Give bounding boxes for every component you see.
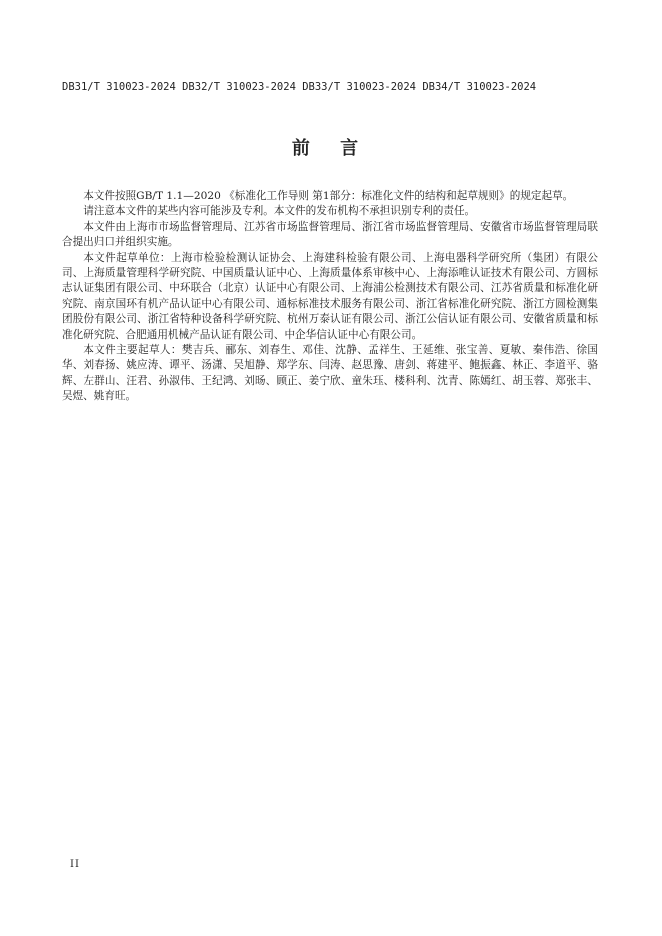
document-header-standard-numbers: DB31/T 310023-2024 DB32/T 310023-2024 DB33/T 310023-2024 DB34/T 310023-2024 — [62, 81, 537, 93]
page-title: 前 言 — [291, 138, 371, 159]
paragraph-main-drafters: 本文件主要起草人：樊吉兵、郦东、刘春生、邓佳、沈静、孟祥生、王延维、张宝善、夏敏、秦伟浩、徐国华、刘春扬、姚应涛、谭平、汤潇、吴旭静、郑学东、闫涛、赵思豫、唐剑、蒋建平、鲍振鑫、林正、李道平、骆辉、左群山、汪君、孙淑伟、王纪鸿、刘旸、顾正、姜宁欣、童朱珏、楼科利、沈青、陈嫣红、胡玉蓉、郑张丰、吴煜、姚育旺。 — [62, 344, 598, 403]
foreword-body — [62, 189, 598, 405]
paragraph-patent-notice: 请注意本文件的某些内容可能涉及专利。本文件的发布机构不承担识别专利的责任。 — [83, 205, 476, 218]
paragraph-drafting-rules: 本文件按照GB/T 1.1—2020 《标准化工作导则 第1部分：标准化文件的结构和起草规则》的规定起草。 — [83, 190, 574, 202]
paragraph-proposing-authority: 本文件由上海市市场监督管理局、江苏省市场监督管理局、浙江省市场监督管理局、安徽省市场监督管理局联合提出归口并组织实施。 — [62, 220, 598, 249]
page-number: II — [70, 859, 80, 870]
paragraph-drafting-organizations: 本文件起草单位：上海市检验检测认证协会、上海建科检验有限公司、上海电器科学研究所（集团）有限公司、上海质量管理科学研究院、中国质量认证中心、上海质量体系审核中心、上海添唯认证技术有限公司、方圆标志认证集团有限公司、中环联合（北京）认证中心有限公司、上海浦公检测技术有限公司、江苏省质量和标准化研究院、南京国环有机产品认证中心有限公司、通标标准技术服务有限公司、浙江省标准化研究院、浙江方圆检测集团股份有限公司、浙江省特种设备科学研究院、杭州万泰认证有限公司、浙江公信认证有限公司、安徽省质量和标准化研究院、合肥通用机械产品认证有限公司、中企华信认证中心有限公司。 — [62, 251, 598, 341]
